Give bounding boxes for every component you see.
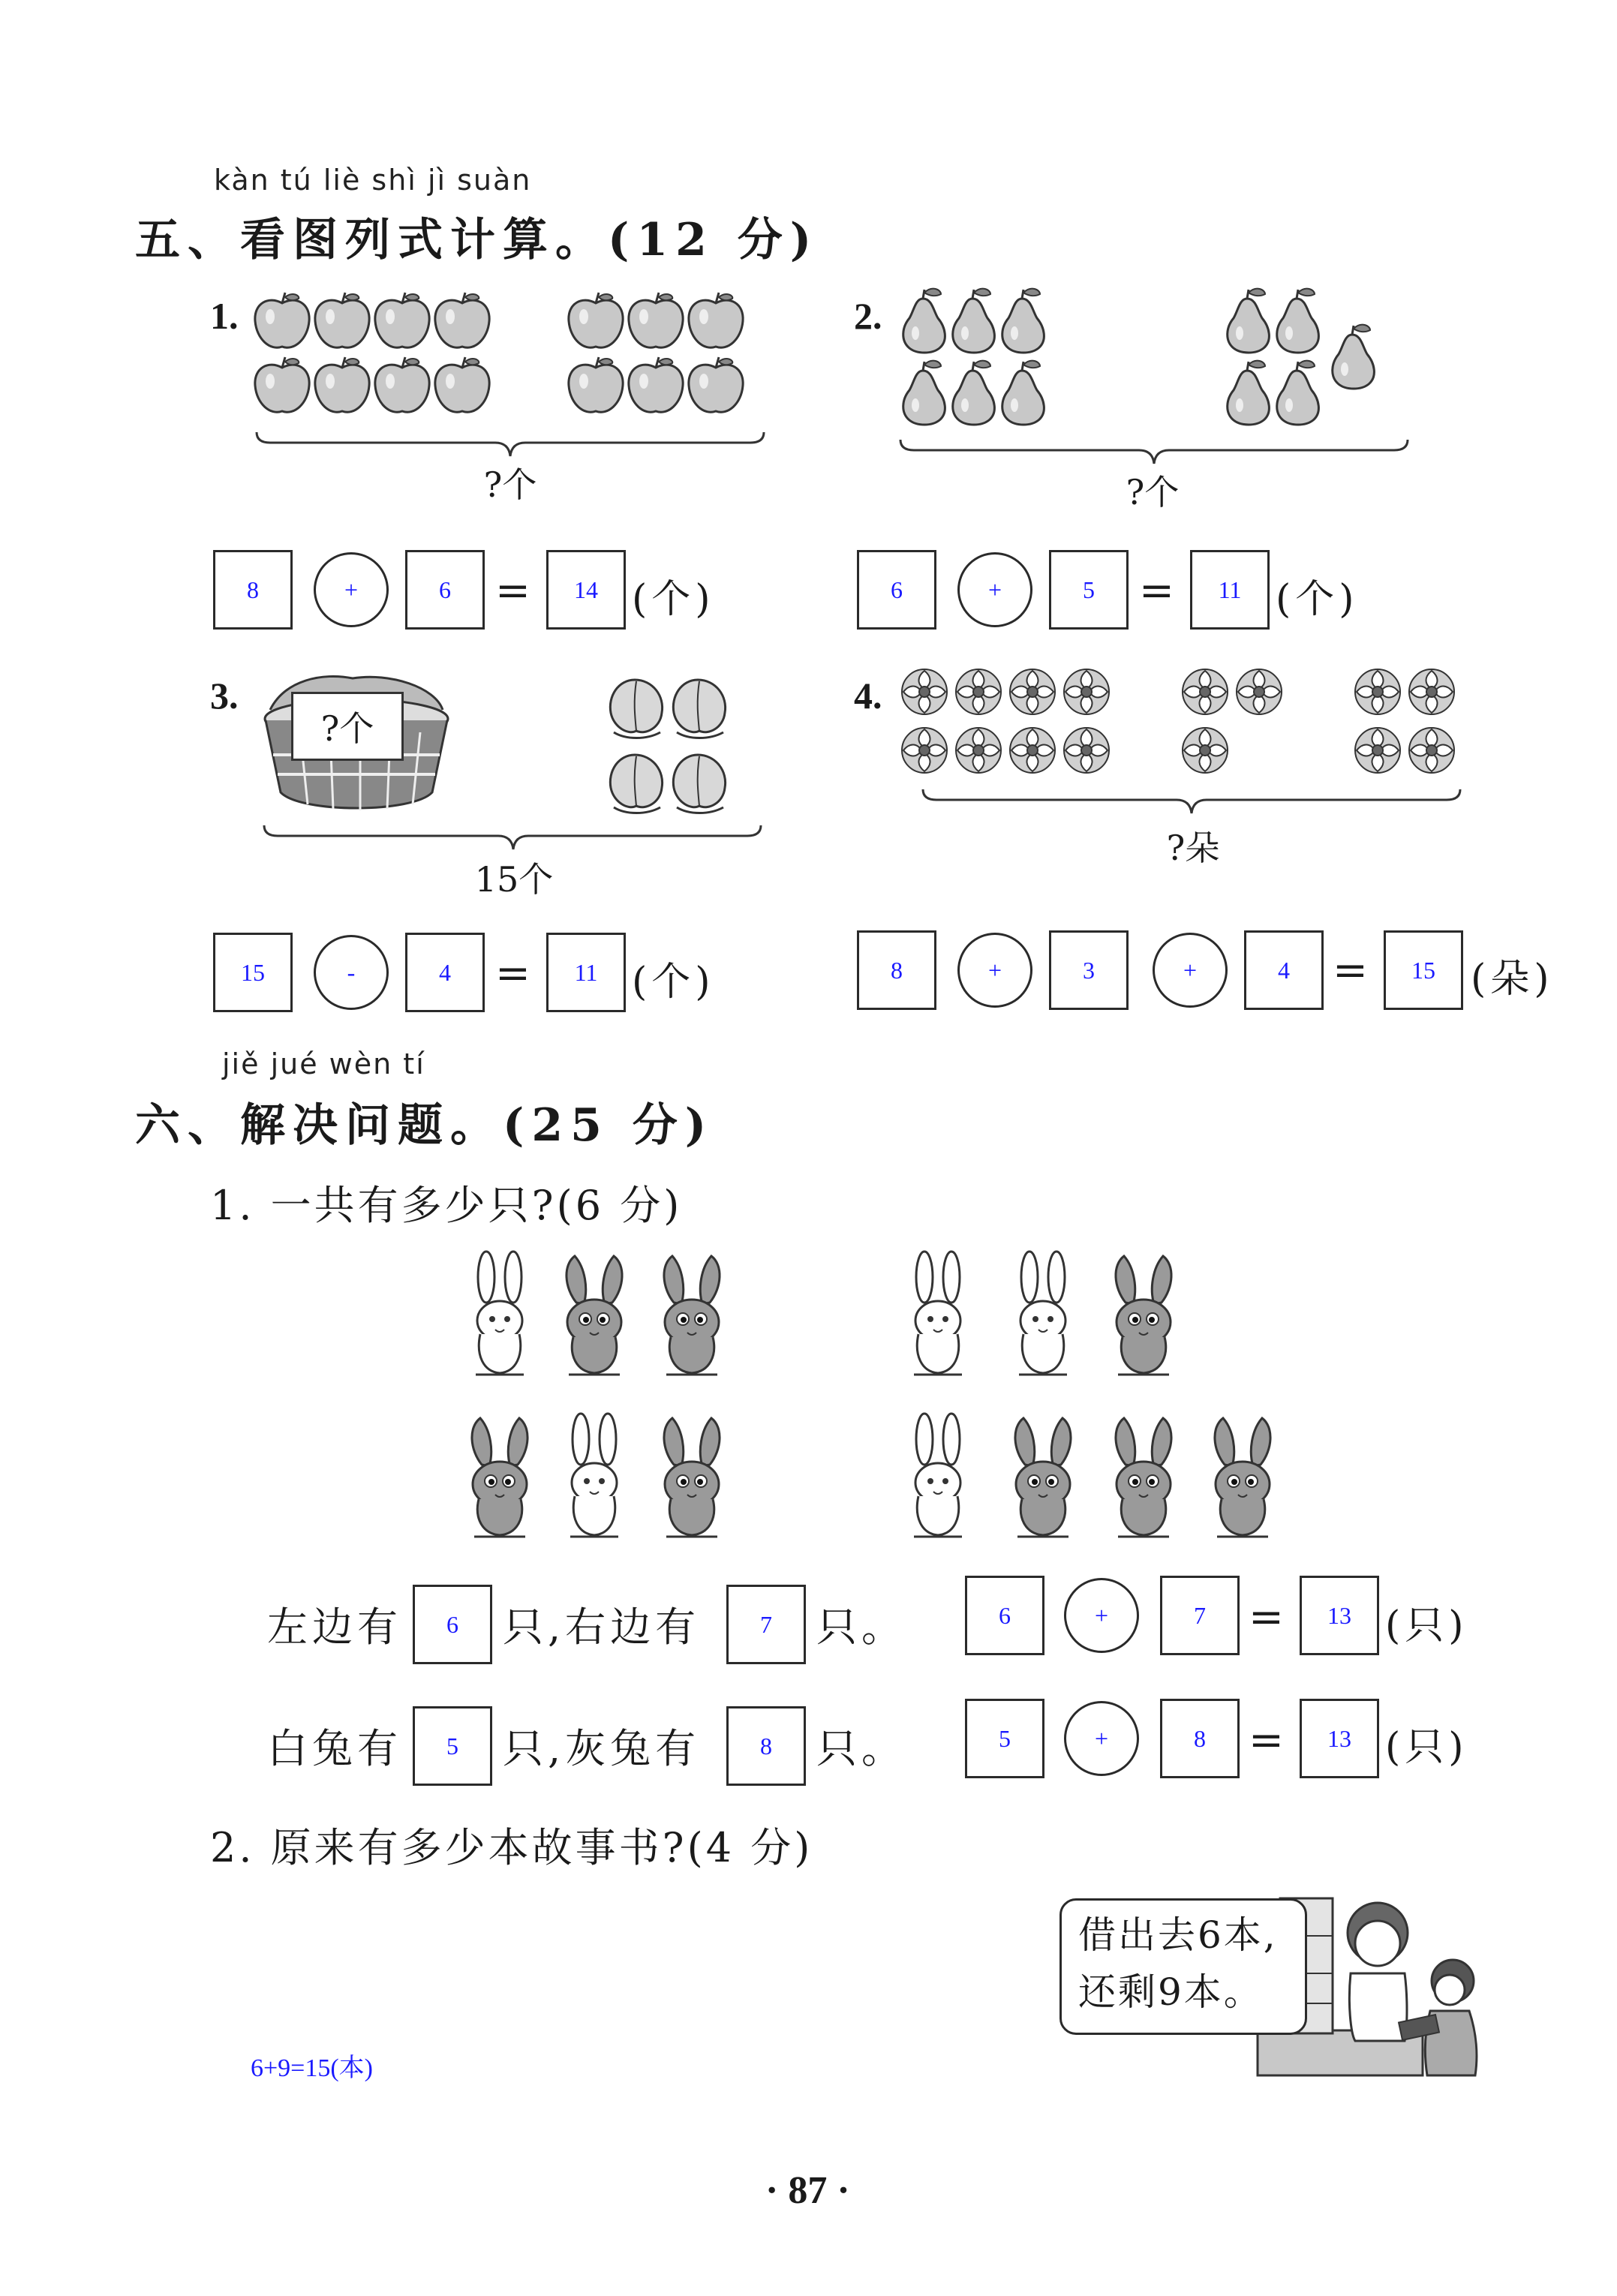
r2-box-v1[interactable]: 5 <box>413 1706 492 1786</box>
q4-box-c[interactable]: 4 <box>1244 930 1324 1010</box>
q2-equals: = <box>1139 566 1174 615</box>
r1-box-v2[interactable]: 7 <box>726 1585 806 1664</box>
q1-box-result[interactable]: 14 <box>546 550 626 630</box>
q4-brace <box>921 788 1462 818</box>
r1-unit: (只) <box>1385 1603 1468 1648</box>
q3-box-b[interactable]: 4 <box>405 933 485 1012</box>
r1-box-b[interactable]: 7 <box>1160 1576 1240 1655</box>
r1-box-v1[interactable]: 6 <box>413 1585 492 1664</box>
r1-equals: = <box>1249 1593 1284 1642</box>
r2-box-result[interactable]: 13 <box>1300 1699 1379 1778</box>
q1-box-a[interactable]: 8 <box>213 550 293 630</box>
q2-brace-label: ?个 <box>1126 472 1180 512</box>
q2-answer: 6+9=15(本) <box>251 2054 373 2082</box>
r2-text3: 只。 <box>816 1725 906 1772</box>
q1-brace <box>255 431 765 461</box>
q4-number: 4. <box>854 675 882 717</box>
q2-number: 2. <box>854 295 882 337</box>
q3-box-a[interactable]: 15 <box>213 933 293 1012</box>
r1-text2: 只,右边有 <box>503 1603 701 1651</box>
q3-number: 3. <box>210 675 239 717</box>
r2-unit: (只) <box>1385 1725 1468 1770</box>
q3-equals: = <box>495 949 530 998</box>
q2-unit: (个) <box>1276 577 1359 622</box>
r2-box-v2[interactable]: 8 <box>726 1706 806 1786</box>
rabbit-group-icon <box>465 1250 1298 1550</box>
section5-title: 五、看图列式计算。(12 分) <box>135 214 819 266</box>
q4-op1-circle[interactable]: + <box>957 933 1032 1008</box>
q4-box-b[interactable]: 3 <box>1049 930 1129 1010</box>
q2-box-result[interactable]: 11 <box>1190 550 1270 630</box>
q4-box-result[interactable]: 15 <box>1384 930 1463 1010</box>
q4-op2-circle[interactable]: + <box>1153 933 1228 1008</box>
r2-box-b[interactable]: 8 <box>1160 1699 1240 1778</box>
r1-text3: 只。 <box>816 1603 906 1651</box>
r1-text1: 左边有 <box>267 1603 402 1651</box>
speech-line-1: 借出去6本, <box>1078 1913 1278 1957</box>
q2-op-circle[interactable]: + <box>957 552 1032 627</box>
section6-pinyin: jiě jué wèn tí <box>222 1047 425 1080</box>
q1-number: 1. <box>210 295 239 337</box>
q1-equals: = <box>495 566 530 615</box>
section6-title: 六、解决问题。(25 分) <box>135 1099 714 1152</box>
q3-box-result[interactable]: 11 <box>546 933 626 1012</box>
q4-box-a[interactable]: 8 <box>857 930 936 1010</box>
apple-group-icon <box>254 285 764 435</box>
q2-box-a[interactable]: 6 <box>857 550 936 630</box>
q1-brace-label: ?个 <box>483 464 537 505</box>
q2-box-b[interactable]: 5 <box>1049 550 1129 630</box>
q4-unit: (朵) <box>1471 957 1554 1002</box>
q3-brace <box>263 824 762 854</box>
r1-op-circle[interactable]: + <box>1064 1578 1139 1653</box>
page-number: · 87 · <box>765 2169 850 2212</box>
r2-text2: 只,灰兔有 <box>503 1725 701 1772</box>
pear-group-icon <box>899 285 1409 435</box>
section5-pinyin: kàn tú liè shì jì suàn <box>214 164 532 197</box>
q3-op-circle[interactable]: - <box>314 935 389 1010</box>
q1-op-circle[interactable]: + <box>314 552 389 627</box>
r2-box-a[interactable]: 5 <box>965 1699 1044 1778</box>
speech-bubble <box>1059 1898 1307 2035</box>
r1-box-a[interactable]: 6 <box>965 1576 1044 1655</box>
q3-unit: (个) <box>632 960 715 1005</box>
q1-box-b[interactable]: 6 <box>405 550 485 630</box>
r2-text1: 白兔有 <box>267 1725 402 1772</box>
q4-brace-label: ?朵 <box>1166 828 1220 868</box>
s6-q2-title: 2. 原来有多少本故事书?(4 分) <box>210 1824 813 1871</box>
q4-equals: = <box>1333 946 1368 995</box>
q3-brace-label: 15个 <box>474 859 554 900</box>
r1-box-result[interactable]: 13 <box>1300 1576 1379 1655</box>
q1-unit: (个) <box>632 577 715 622</box>
peach-group-icon <box>608 671 735 821</box>
basket-label: ?个 <box>291 692 404 761</box>
q2-brace <box>899 438 1409 468</box>
r2-op-circle[interactable]: + <box>1064 1701 1139 1776</box>
s6-q1-title: 1. 一共有多少只?(6 分) <box>210 1182 683 1229</box>
flower-group-icon <box>899 666 1469 786</box>
r2-equals: = <box>1249 1716 1284 1765</box>
speech-line-2: 还剩9本。 <box>1078 1970 1264 2014</box>
